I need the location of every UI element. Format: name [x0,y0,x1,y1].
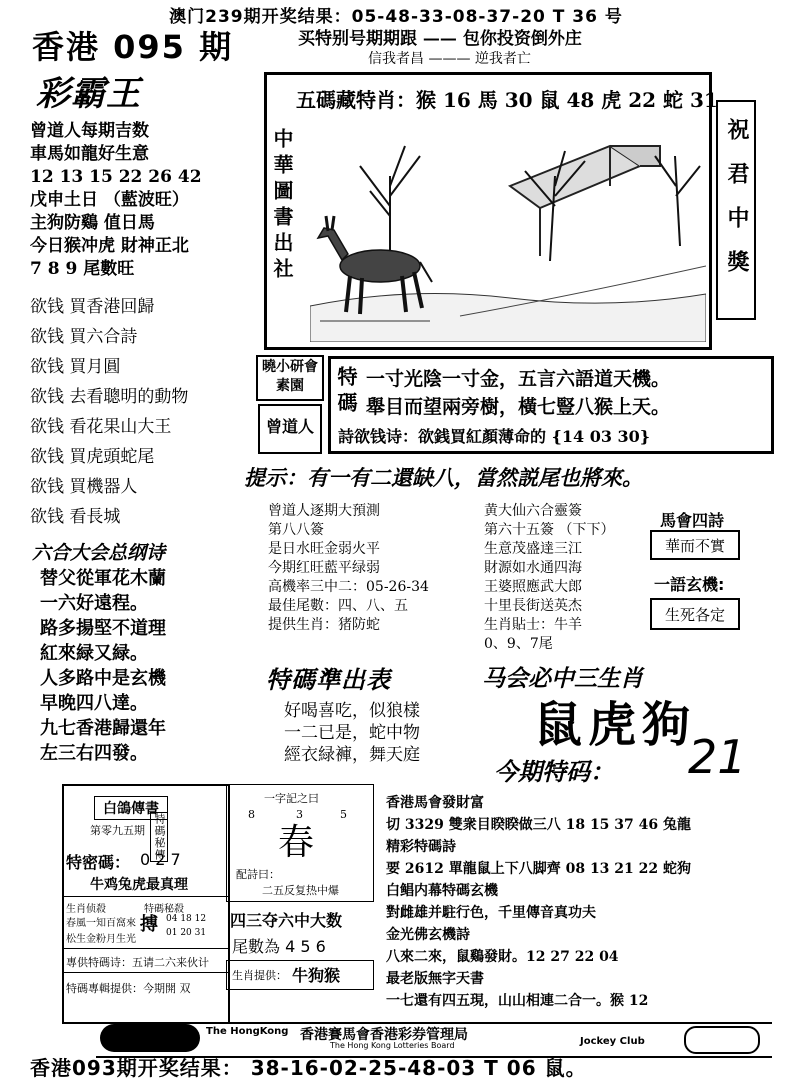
special-out-line: 經衣緑褲，舞天庭 [284,745,420,765]
footer-org: 香港賽馬會香港彩券管理局 [300,1027,468,1043]
poem-line: 人多路中是玄機 [40,668,166,689]
poem-line: 替父從軍花木蘭 [40,568,166,589]
right-bottom-line: 香港馬會發財富 [386,795,484,811]
brand-logo: 彩霸王 [36,74,141,114]
secret-code-label: 特密碼： [66,853,131,872]
right-bottom-line: 金光佛玄機詩 [386,927,470,943]
prediction-line: 高機率三中二：05-26-34 [268,579,429,595]
left-info-line: 戊申土日 （藍波旺） [30,190,189,210]
special-code-value: 21 [688,730,747,784]
right-bottom-line: 一七還有四五現，山山相連二合一。猴 12 [386,993,649,1009]
left-wants-list [30,292,188,532]
horse-poem-text: 華而不實 [664,537,725,555]
left-info-line: 曾道人每期吉数 [30,121,149,141]
one-word-panel-title: 一字記之曰 [264,792,319,805]
right-vertical-label: 祝君中獎 [724,118,750,294]
right-bottom-line: 要 2612 單龍鼠上下八脚齊 08 13 21 22 蛇狗 [386,861,692,877]
zodiac-kill-line2: 松生金粉月生光 [66,934,136,945]
special-box-label: 特碼 [334,366,358,418]
donkey-landscape-illustration [310,116,706,342]
left-info-line: 7 8 9 尾數旺 [30,259,135,279]
poem-line: 左三右四發。 [40,743,148,764]
three-zodiac-animals: 鼠虎狗 [534,697,697,753]
one-word-verse-label: 配詩曰： [236,868,280,881]
special-out-title: 特碼準出表 [266,666,391,694]
numbers-kill-line2: 01 20 31 [166,928,207,938]
big-number-title: 四三夺六中大数 [230,911,343,930]
prediction-line: 是日水旺金弱火平 [268,541,380,557]
vip-line: 特碼專輯提供：今期開 双 [66,982,191,995]
left-info-line: 主狗防鷄 值日馬 [30,213,155,233]
prediction-line: 第八八簽 [268,522,324,538]
poem-line: 紅來緑又緑。 [40,643,148,664]
prediction-line: 今期红旺藍平绿弱 [268,560,380,576]
pigeon-issue: 第零九五期 [90,824,145,837]
poem-line: 早晚四八達。 [40,693,148,714]
want-item: 欲钱 看長城 [30,507,121,527]
pigeon-title: 白鴿傳書 [94,796,168,820]
footer-result: 香港093期开奖结果： 38-16-02-25-48-03 T 06 鼠。 [30,1056,587,1080]
top-result-banner: 澳门239期开奖结果：05-48-33-08-37-20 T 36 号 [169,7,623,27]
footer-left-en-1: The HongKong [206,1026,289,1037]
right-bottom-line: 對雌雄并駐行色，千里傳音真功夫 [386,905,596,921]
oracle-line: 財源如水通四海 [484,560,582,576]
lottery-logo [684,1026,760,1054]
prediction-line: 最佳尾數：四、八、五 [268,598,408,614]
right-bottom-line: 精彩特碼詩 [386,839,456,855]
numbers-kill-mark: 搏 [140,914,158,935]
want-item: 欲钱 買虎頭蛇尾 [30,447,155,467]
oracle-line: 王婆照應武大郎 [484,579,582,595]
stamp-top-text: 曉小研會素園 [262,359,318,394]
oracle-line: 黄大仙六合靈簽 [484,503,582,519]
zodiac-provide-value: 牛狗猴 [292,966,341,985]
special-line-1: 一寸光陰一寸金，五言六語道天機。 [366,368,671,390]
slogan-line-1: 买特别号期期跟 —— 包你投资倒外庄 [298,29,582,49]
issue-title: 香港 095 期 [32,28,234,66]
zodiac-provide-label: 生肖提供： [232,969,287,982]
want-item: 欲钱 買六合詩 [30,327,138,347]
one-word-n3: 3 [296,808,303,821]
zodiac-kill-label: 生肖侦殺 [66,904,106,915]
left-info-line: 今日猴冲虎 財神正北 [30,236,189,256]
secret-code-tip: 牛鸡兔虎最真理 [90,877,188,893]
numbers-kill-label: 特碼秘殺 [144,904,184,915]
poem-title: 六合大会总纲诗 [32,542,166,564]
horse-poem-title: 馬會四詩 [660,511,725,530]
oracle-line: 生肖貼士：牛羊 [484,617,582,633]
poem-line: 九七香港歸還年 [40,718,166,739]
secret-code-value: 0 2 7 [140,850,181,869]
verse-line: 專供特碼诗：五请二六来伙计 [66,956,209,969]
want-item: 欲钱 買月圓 [30,357,121,377]
one-word-n5: 5 [340,808,347,821]
pigeon-stamp: 特碼秘傳 [150,812,168,862]
special-line-2: 舉目而望兩旁樹，橫七豎八猴上天。 [366,396,671,418]
want-item: 欲钱 買香港回歸 [30,297,155,317]
one-word-text: 生死各定 [664,606,725,624]
footer-left-en-2: The Hong Kong Lotteries Board [330,1041,455,1050]
right-bottom-line: 八來二來，鼠鷄發財。12 27 22 04 [386,949,619,965]
special-out-line: 一二已是，蛇中物 [284,723,420,743]
oracle-line: 第六十五簽 （下下） [484,522,615,538]
prediction-line: 曾道人逐期大預測 [268,503,380,519]
right-bottom-block [386,792,691,1012]
three-zodiac-title: 马会必中三生肖 [482,666,643,692]
left-info-line: 12 13 15 22 26 42 [30,167,202,187]
poem-line: 路多揚堅不道理 [40,618,166,639]
right-bottom-line: 最老版無字天書 [386,971,484,987]
right-bottom-line: 切 3329 雙衆目睽睽做三八 18 15 37 46 兔龍 [386,817,692,833]
zodiac-kill-line1: 春風一知百窩來 [66,918,136,929]
one-word-title: 一語玄機: [654,575,725,594]
want-item: 欲钱 看花果山大王 [30,417,172,437]
one-word-char: 春 [278,822,315,863]
numbers-kill-line1: 04 18 12 [166,914,207,924]
divider [62,972,230,973]
slogan-line-2: 信我者昌 ——— 逆我者亡 [368,51,531,67]
big-number-tail: 尾數為 4 5 6 [232,937,326,956]
one-word-verse: 二五反复热中爆 [262,884,339,897]
footer-right-en: Jockey Club [580,1036,645,1047]
prediction-column [268,502,429,635]
left-vertical-label: 中華圖書出社 [270,128,294,284]
want-item: 欲钱 去看聰明的動物 [30,387,189,407]
special-line-3: 詩欲钱诗：欲銭買紅顏薄命的 {14 03 30} [338,427,651,446]
poem-line: 一六好遠程。 [40,593,148,614]
prediction-line: 提供生肖：猪防蛇 [268,617,380,633]
special-code-label: 今期特码： [494,758,614,786]
special-out-line: 好喝喜吃，似狼樣 [284,701,420,721]
one-word-n1: 8 [248,808,255,821]
want-item: 欲钱 買機器人 [30,477,138,497]
five-code-headline: 五碼藏特肖：猴 16 馬 30 鼠 48 虎 22 蛇 31 [296,88,718,112]
stamp-bottom-text: 曾道人 [265,417,314,436]
poem-lines [40,566,166,766]
right-bottom-line: 白鲳内幕特碼玄機 [386,883,498,899]
oracle-line: 0、9、7尾 [484,636,553,652]
special-out-lines [284,700,420,766]
hint-line: 提示：有一有二還缺八，當然説尾也將來。 [244,466,643,490]
oracle-line: 十里長街送英杰 [484,598,582,614]
divider [62,896,230,897]
jockey-club-logo [100,1024,200,1052]
left-info-block [30,120,202,281]
oracle-column [484,502,614,654]
divider [62,948,230,949]
left-info-line: 車馬如龍好生意 [30,144,149,164]
oracle-line: 生意茂盛達三江 [484,541,582,557]
